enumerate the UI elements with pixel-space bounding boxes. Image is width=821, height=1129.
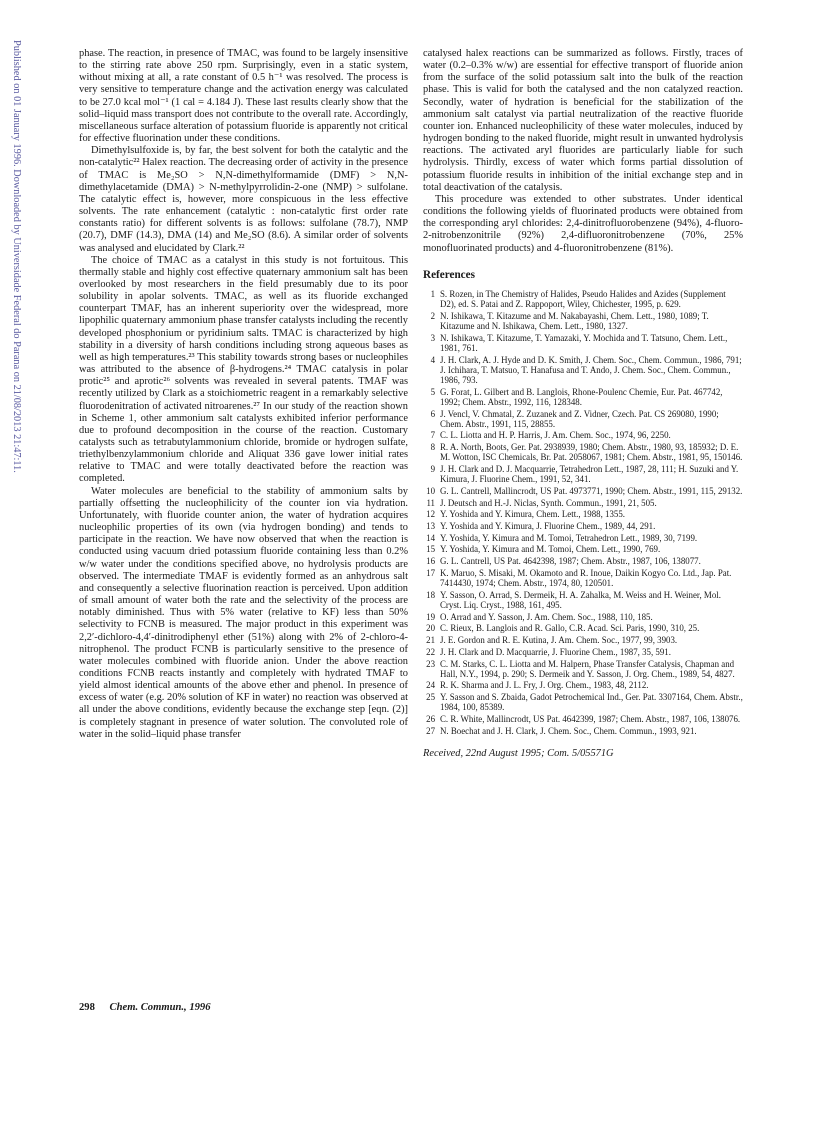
reference-number: 15 (426, 544, 435, 555)
reference-number: 17 (426, 567, 435, 578)
reference-item (423, 635, 743, 645)
reference-text: G. Forat, L. Gilbert and B. Langlois, Rhone-Poulenc Chemie, Eur. Pat. 467742, 1992; Chem. Abstr., 1992, 116, 128348. (440, 386, 723, 407)
reference-text: J. Deutsch and H.-J. Niclas, Synth. Commun., 1991, 21, 505. (440, 497, 657, 508)
reference-text: C. L. Liotta and H. P. Harris, J. Am. Chem. Soc., 1974, 96, 2250. (440, 430, 671, 441)
reference-text: G. L. Cantrell, Mallincrodt, US Pat. 4973771, 1990; Chem. Abstr., 1991, 115, 29132. (440, 485, 743, 496)
reference-number: 21 (426, 635, 435, 646)
right-column (423, 48, 743, 760)
reference-number: 13 (426, 521, 435, 532)
reference-item (423, 556, 743, 566)
references-list (423, 289, 743, 736)
reference-item (423, 521, 743, 531)
reference-item (423, 568, 743, 588)
reference-text: J. E. Gordon and R. E. Kutina, J. Am. Chem. Soc., 1977, 99, 3903. (440, 635, 678, 646)
reference-item (423, 289, 743, 309)
references-heading: References (423, 268, 475, 281)
reference-number: 23 (426, 658, 435, 669)
reference-item (423, 544, 743, 554)
received-line: Received, 22nd August 1995; Com. 5/05571G (423, 747, 614, 759)
reference-text: Y. Sasson, O. Arrad, S. Dermeik, H. A. Zahalka, M. Weiss and H. Weiner, Mol. Cryst. Liq. Cryst., 1988, 161, 495. (440, 589, 721, 610)
reference-text: J. H. Clark and D. Macquarrie, J. Fluorine Chem., 1987, 35, 591. (440, 646, 671, 657)
reference-item (423, 623, 743, 633)
reference-item (423, 680, 743, 690)
reference-text: J. H. Clark and D. J. Macquarrie, Tetrahedron Lett., 1987, 28, 111; H. Suzuki and Y. Kimura, J. Fluorine Chem., 1991, 52, 341. (440, 464, 739, 485)
reference-text: G. L. Cantrell, US Pat. 4642398, 1987; Chem. Abstr., 1987, 106, 138077. (440, 556, 701, 567)
reference-number: 4 (430, 354, 435, 365)
reference-number: 5 (430, 386, 435, 397)
reference-item (423, 333, 743, 353)
reference-text: C. R. White, Mallincrodt, US Pat. 4642399, 1987; Chem. Abstr., 1987, 106, 138076. (440, 714, 741, 725)
reference-number: 11 (426, 497, 435, 508)
page-number: 298 (79, 1002, 95, 1013)
reference-number: 26 (426, 714, 435, 725)
reference-text: C. Rieux, B. Langlois and R. Gallo, C.R. Acad. Sci. Paris, 1990, 310, 25. (440, 623, 700, 634)
reference-text: C. M. Starks, C. L. Liotta and M. Halpern, Phase Transfer Catalysis, Chapman and Hall, N.Y., 1994, p. 290; S. Dermeik and Y. Sasson, J. Org. Chem., 1989, 54, 4827. (440, 658, 735, 679)
reference-item (423, 498, 743, 508)
reference-item (423, 464, 743, 484)
reference-item (423, 659, 743, 679)
paragraph: catalysed halex reactions can be summarized as follows. Firstly, traces of water (0.2–0.3% w/w) are essential for effective transport of fluoride anion from the surface of the solid potassium salt into the bulk of the reaction phase. This is valid for both the catalysed and the non catalyzed reaction. Secondly, water of hydration is beneficial for the stabilization of the ammonium salt catalyst via partial neutralization of the reactive fluoride counter ion. Enhanced nucleophilicity of these water molecules, induced by hydrogen bonding to the naked fluoride, might result in unwanted hydrolysis reactions. The activated aryl fluorides are particularly liable for such hydrolysis. Thirdly, excess of water which forms partial dissolution of potassium fluoride results in inhibition of the initial exchange step and in total deactivation of the catalysis. (423, 48, 743, 193)
reference-item (423, 509, 743, 519)
reference-item (423, 430, 743, 440)
reference-item (423, 409, 743, 429)
reference-text: K. Maruo, S. Misaki, M. Okamoto and R. Inoue, Daikin Kogyo Co. Ltd., Jap. Pat. 7414430, 1974; Chem. Abstr., 1974, 80, 120501. (440, 567, 732, 589)
reference-number: 14 (426, 532, 435, 543)
reference-number: 25 (426, 692, 435, 703)
reference-number: 18 (426, 589, 435, 600)
reference-text: N. Ishikawa, T. Kitazume, T. Yamazaki, Y. Mochida and T. Tatsuno, Chem. Lett., 1981, 761. (440, 332, 728, 353)
reference-text: Y. Yoshida and Y. Kimura, Chem. Lett., 1988, 1355. (440, 509, 625, 520)
reference-text: R. K. Sharma and J. L. Fry, J. Org. Chem., 1983, 48, 2112. (440, 680, 649, 691)
reference-number: 16 (426, 556, 435, 567)
reference-text: N. Ishikawa, T. Kitazume and M. Nakabayashi, Chem. Lett., 1980, 1089; T. Kitazume and N. Ishikawa, Chem. Lett., 1980, 1327. (440, 310, 709, 331)
reference-item (423, 590, 743, 610)
left-column (79, 48, 408, 741)
page-footer (79, 1002, 211, 1013)
reference-text: Y. Yoshida and Y. Kimura, J. Fluorine Chem., 1989, 44, 291. (440, 521, 656, 532)
paragraph: This procedure was extended to other substrates. Under identical conditions the following yields of fluorinated products were obtained from the corresponding aryl chlorides: 2,4-dinitrofluorobenzene (94%), 4-fluoro-2-nitrobenzonitrile (92%) 2,4-difluoronitrobenzene (70%, 25% monofluorinated products) and 4-fluoronitrobenzene (81%). (423, 193, 743, 254)
reference-number: 20 (426, 623, 435, 634)
reference-item (423, 533, 743, 543)
journal-name: Chem. Commun., 1996 (109, 1002, 211, 1013)
reference-item (423, 726, 743, 736)
reference-text: J. Vencl, V. Chmatal, Z. Zuzanek and Z. Vidner, Czech. Pat. CS 269080, 1990; Chem. Abstr., 1991, 115, 28855. (440, 408, 719, 429)
paragraph: Dimethylsulfoxide is, by far, the best solvent for both the catalytic and the non-catalytic²² Halex reaction. The decreasing order of activity in the presence of TMAC is Me₂SO > N,N-dimethylformamide (DMF) > N,N-dimethylacetamide (DMA) > N-methylpyrrolidin-2-one (NMP) > sulfolane. The catalytic effect is, however, more conspicuous in the less effective solvents. The rate enhancement (catalytic : non-catalytic first order rate constants ratio) for different solvents is as follows: sulfolane (78.7), NMP (20.7), DMF (14.3), DMA (14) and Me₂SO (8.6). A similar order of solvents was analysed and elucidated by Clark.²² (79, 145, 408, 254)
reference-text: Y. Yoshida, Y. Kimura and M. Tomoi, Chem. Lett., 1990, 769. (440, 544, 661, 555)
reference-number: 10 (426, 485, 435, 496)
reference-item (423, 486, 743, 496)
paragraph: phase. The reaction, in presence of TMAC, was found to be largely insensitive to the stirring rate above 250 rpm. Surprisingly, even in a static system, without mixing at all, a rate constant of 0.5 h⁻¹ was resolved. The process is very sensitive to temperature change and the activation energy was calculated to be 27.0 kcal mol⁻¹ (1 cal = 4.184 J). These last results clearly show that the solid–liquid mass transport does not contribute to the overall rate. Accordingly, miscellaneous surface alteration of potassium fluoride is apparently not critical for effective fluorination under these conditions. (79, 48, 408, 145)
reference-item (423, 692, 743, 712)
reference-item (423, 355, 743, 386)
download-watermark-text: Published on 01 January 1996. Downloaded by Universidade Federal do Parana on 21/08/2013 21:47:11. (11, 40, 22, 473)
reference-text: R. A. North, Boots, Ger. Pat. 2938939, 1980; Chem. Abstr., 1980, 93, 185932; D. E. M. Wotton, ISC Chemicals, Br. Pat. 2058067, 1981; Chem. Abstr., 1981, 95, 150146. (440, 442, 743, 463)
reference-number: 7 (430, 430, 435, 441)
reference-item (423, 387, 743, 407)
reference-item (423, 442, 743, 462)
reference-number: 6 (430, 408, 435, 419)
reference-text: N. Boechat and J. H. Clark, J. Chem. Soc., Chem. Commun., 1993, 921. (440, 725, 697, 736)
reference-number: 3 (430, 332, 435, 343)
reference-number: 12 (426, 509, 435, 520)
paragraph: The choice of TMAC as a catalyst in this study is not fortuitous. This thermally stable and highly cost effective quaternary ammonium salt has been overlooked by most researchers in the field presumably due to its poor solubility in apolar solvents. TMAC, as well as its fluoride exchanged counterpart TMAF, has an inherent superiority over the widespread, more lipophilic quaternary ammonium phase transfer catalysts including the recently developed phosphonium or pyridinium salts. TMAC is characterized by high stability in a diversity of harsh conditions including strong aqueous bases as well as high temperatures.²³ This stability towards strong bases or nucleophiles was attributed to the absence of β-hydrogens.²⁴ TMAC catalysis in polar protic²⁵ and aprotic²⁶ solvents was revealed in several patents. TMAF was recently utilized by Clark as a stoichiometric reagent in a remarkably selective fluorodenitration of activated nitroarenes.²⁷ In our study of the reaction shown in Scheme 1, other ammonium salt catalysts exhibited inferior performance due to profound decomposition in the course of the reaction. Customary catalysts such as tetrabutylammonium chloride, bromide or hydrogen sulfate, triethylbenzylammonium chloride and Aliquat 336 gave lower initial rates relative to TMAC and were totally deactivated before the reaction was completed. (79, 254, 408, 485)
reference-number: 19 (426, 611, 435, 622)
reference-number: 1 (430, 288, 435, 299)
reference-text: Y. Yoshida, Y. Kimura and M. Tomoi, Tetrahedron Lett., 1989, 30, 7199. (440, 532, 698, 543)
reference-number: 22 (426, 646, 435, 657)
paragraph: Water molecules are beneficial to the stability of ammonium salts by partially offsetting the nucleophilicity of the counter ion via hydration. Unfortunately, with fluoride counter anion, the water of hydration acquires nucleophilic properties of its own (via hydrogen bonding) and tends to participate in the reaction. We have now observed that when the reaction is conducted using vacuum dried potassium fluoride containing less than 0.2% w/w water under the conditions specified above, no hydrolysis products are observed. The intermediate TMAF is evidently formed as an anhydrous salt and consequently a selective fluorination reaction is perceived. Upon addition of small amount of water both the rate and the selectivity of the process are notably diminished. Thus with 5% water (relative to KF) less than 50% selectivity to FCNB is measured. The major product in this experiment was 2,2′-dichloro-4,4′-dinitrodiphenyl ether (51%) along with 2% of 2-chloro-4-nitrophenol. The product FCNB is particularly sensitive to the presence of water molecules combined with fluoride anion. Under the above reaction conditions FCNB reacts instantly and completely with hydrated TMAF to yield almost identical amounts of the above ether and phenol. In presence of excess of water (e.g. 20% solution of KF in water) no reaction was observed at all under the above conditions, evidently because the exchange step [eqn. (2)] is completely stagnant in presence of water solution. The convoluted role of water in the solid–liquid phase transfer (79, 485, 408, 740)
reference-number: 8 (430, 442, 435, 453)
download-watermark (2, 40, 22, 680)
reference-item (423, 714, 743, 724)
reference-number: 9 (430, 464, 435, 475)
reference-text: J. H. Clark, A. J. Hyde and D. K. Smith, J. Chem. Soc., Chem. Commun., 1986, 791; J. Ichihara, T. Matsuo, T. Hanafusa and T. Ando, J. Chem. Soc., Chem. Commun., 1986, 793. (440, 354, 742, 385)
reference-item (423, 612, 743, 622)
reference-text: Y. Sasson and S. Zbaida, Gadot Petrochemical Ind., Ger. Pat. 3307164, Chem. Abstr., 1984, 100, 85389. (440, 692, 743, 713)
reference-item (423, 647, 743, 657)
reference-item (423, 311, 743, 331)
reference-number: 27 (426, 725, 435, 736)
reference-text: S. Rozen, in The Chemistry of Halides, Pseudo Halides and Azides (Supplement D2), ed. S. Patai and Z. Rappoport, Wiley, Chichester, 1995, p. 629. (440, 288, 726, 310)
reference-text: O. Arrad and Y. Sasson, J. Am. Chem. Soc., 1988, 110, 185. (440, 611, 653, 622)
reference-number: 24 (426, 680, 435, 691)
reference-number: 2 (430, 310, 435, 321)
